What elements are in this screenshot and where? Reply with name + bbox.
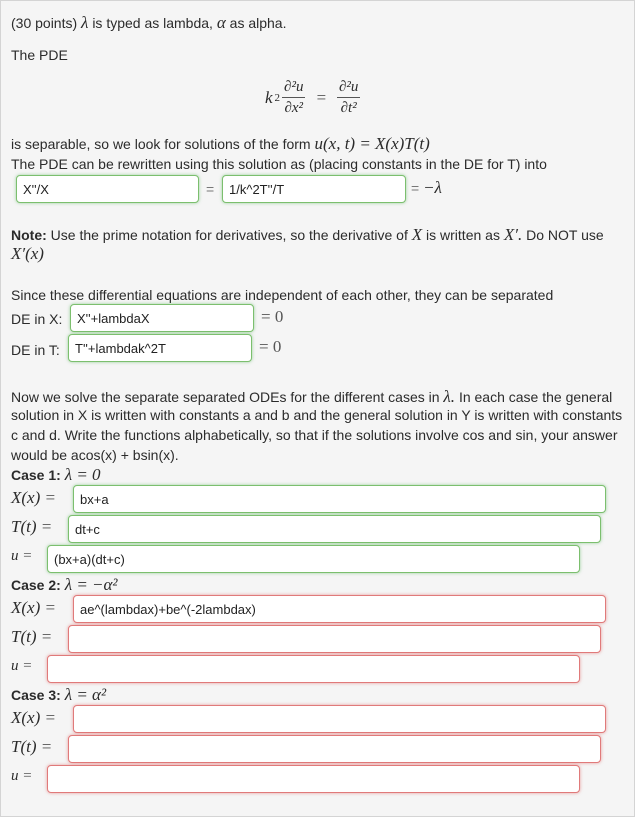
pde-rhs-den: ∂t²	[340, 100, 357, 116]
de-t-label: DE in T:	[11, 342, 60, 358]
de-t-eq-zero: = 0	[259, 337, 282, 356]
alpha-typed-text: as alpha.	[229, 15, 287, 31]
solve-line1a: Now we solve the separate separated ODEs for the different cases in	[11, 389, 440, 405]
case1-X-input[interactable]	[73, 485, 606, 513]
separable-text: is separable, so we look for solutions of the form	[11, 136, 311, 152]
de-x-eq-zero: = 0	[261, 307, 284, 326]
separation-eq2: =	[411, 180, 420, 196]
case1-label: Case 1:	[11, 467, 61, 483]
solve-line3: c and d. Write the functions alphabetically, so that if the solutions involve cos and sin, your answer	[11, 427, 618, 443]
solve-line2: solution in X is written with constants a and b and the general solution in Y is written with constants	[11, 407, 623, 423]
case1-T-eq: =	[40, 517, 53, 536]
pde-rhs-num: ∂²u	[337, 79, 360, 98]
case3-heading	[11, 685, 106, 705]
case1-T-name: T(t)	[11, 517, 37, 536]
pde-equation	[265, 79, 360, 117]
separation-t-input[interactable]	[222, 175, 406, 203]
case2-T-label	[11, 627, 52, 647]
de-t-input[interactable]	[68, 334, 252, 362]
case3-u-label	[11, 768, 32, 785]
case2-label: Case 2:	[11, 577, 61, 593]
case2-u-label	[11, 658, 32, 675]
case2-condition: λ = −α²	[64, 575, 118, 594]
case3-u-name: u	[11, 768, 19, 784]
case1-u-input[interactable]	[47, 545, 580, 573]
pde-rhs-fraction	[337, 79, 360, 117]
case2-T-eq: =	[40, 627, 53, 646]
note-label: Note:	[11, 227, 47, 243]
case1-X-eq: =	[44, 488, 56, 507]
case3-T-label	[11, 737, 52, 757]
points-label: (30 points)	[11, 15, 78, 31]
case2-X-name: X(x)	[11, 598, 41, 617]
lambda-typed-text: is typed as lambda,	[92, 15, 213, 31]
case3-label: Case 3:	[11, 687, 61, 703]
lambda-symbol: λ	[81, 13, 89, 32]
case1-condition: λ = 0	[64, 465, 101, 484]
note-text3: Do NOT use	[526, 227, 604, 243]
separation-x-input[interactable]	[16, 175, 199, 203]
note-text2: is written as	[426, 227, 500, 243]
case3-u-eq: =	[22, 768, 33, 784]
note-Xprime-x: X′(x)	[11, 244, 44, 263]
case2-heading	[11, 575, 118, 595]
case1-X-label	[11, 488, 56, 508]
solve-line4: would be acos(x) + bsin(x).	[11, 447, 179, 463]
separation-eq1: =	[206, 181, 215, 197]
case1-T-label	[11, 517, 52, 537]
pde-intro: The PDE	[11, 47, 68, 63]
case2-X-input[interactable]	[73, 595, 606, 623]
case2-u-name: u	[11, 658, 19, 674]
case3-condition: λ = α²	[64, 685, 107, 704]
pde-coef: k	[265, 88, 273, 107]
rewrite-line: The PDE can be rewritten using this solution as (placing constants in the DE for T) into	[11, 156, 547, 172]
case3-X-label	[11, 708, 56, 728]
case3-u-input[interactable]	[47, 765, 580, 793]
case1-T-input[interactable]	[68, 515, 601, 543]
note-X: X	[411, 225, 423, 244]
solve-lambda: λ.	[443, 387, 456, 406]
solve-line1	[11, 387, 612, 407]
case3-T-eq: =	[40, 737, 53, 756]
case1-u-eq: =	[22, 548, 33, 564]
case1-X-name: X(x)	[11, 488, 41, 507]
note-line	[11, 225, 604, 245]
solution-form: u(x, t) = X(x)T(t)	[314, 134, 430, 153]
separable-line	[11, 134, 430, 154]
case2-u-input[interactable]	[47, 655, 580, 683]
de-intro: Since these differential equations are independent of each other, they can be separated	[11, 287, 554, 303]
de-x-label: DE in X:	[11, 311, 63, 327]
pde-lhs-num: ∂²u	[282, 79, 305, 98]
case3-T-input[interactable]	[68, 735, 601, 763]
note-Xprime: X′.	[503, 225, 523, 244]
case3-X-eq: =	[44, 708, 56, 727]
alpha-symbol: α	[216, 13, 226, 32]
case1-u-label	[11, 548, 32, 565]
pde-coef-exp: 2	[274, 92, 281, 104]
case2-X-label	[11, 598, 56, 618]
pde-lhs-fraction	[282, 79, 305, 117]
case1-heading	[11, 465, 101, 485]
note-text1: Use the prime notation for derivatives, so the derivative of	[50, 227, 408, 243]
case2-X-eq: =	[44, 598, 56, 617]
case3-T-name: T(t)	[11, 737, 37, 756]
header-line	[11, 13, 286, 33]
case2-T-input[interactable]	[68, 625, 601, 653]
separation-rhs	[411, 178, 442, 198]
case3-X-input[interactable]	[73, 705, 606, 733]
case2-u-eq: =	[22, 658, 33, 674]
solve-line1c: In each case the general	[458, 389, 613, 405]
case3-X-name: X(x)	[11, 708, 41, 727]
pde-lhs-den: ∂x²	[284, 100, 304, 116]
case2-T-name: T(t)	[11, 627, 37, 646]
pde-eq: =	[315, 88, 327, 107]
case1-u-name: u	[11, 548, 19, 564]
de-x-input[interactable]	[70, 304, 254, 332]
separation-rhs-value: −λ	[423, 178, 442, 197]
